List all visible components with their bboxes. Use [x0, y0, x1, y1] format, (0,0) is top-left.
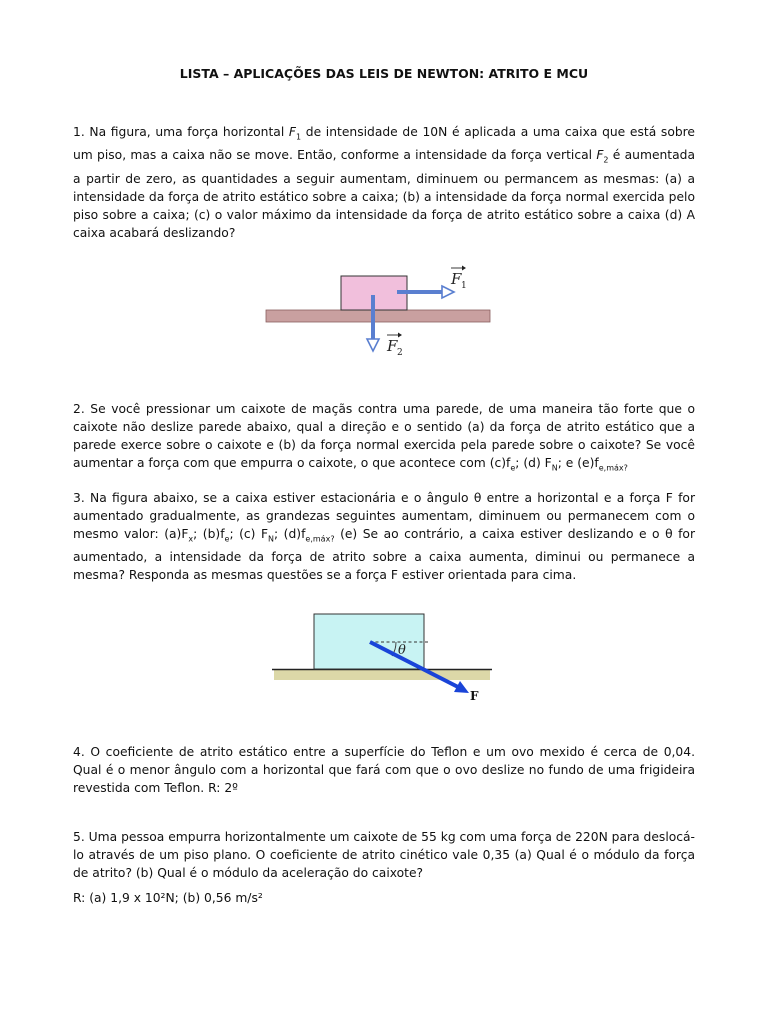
q3-text-part3: ; (c) F: [229, 527, 269, 541]
question-1: [73, 123, 695, 242]
q2-text-part2: ; (d) F: [515, 456, 552, 470]
force-f-label: F: [470, 689, 479, 703]
q3-text-part5: (e) Se ao contrário, a caixa estiver deslizando e o θ for aumentado, a intensidade da força de atrito sobre a caixa aumenta, diminui ou permanece a mesma? Responda as mesmas questões se a força F estiver orientada para cima.: [73, 527, 696, 583]
figure-box-forces: [262, 262, 502, 362]
q3-text-part4: ; (d)f: [274, 527, 306, 541]
svg-text:2: 2: [397, 348, 403, 358]
q2-sub-1: e: [510, 463, 516, 473]
q3-sub-3: N: [268, 534, 275, 544]
question-5: 5. Uma pessoa empurra horizontalmente um caixote de 55 kg com uma força de 220N para deslocá-lo através de um piso plano. O coeficiente de atrito cinético vale 0,35 (a) Qual é o módulo da força de atrito? (b) Qual é o módulo da aceleração do caixote?: [73, 830, 695, 880]
floor-1: [266, 310, 490, 322]
q1-text-part1: 1. Na figura, uma força horizontal: [73, 125, 289, 139]
q1-f1-subscript: 1: [296, 132, 302, 142]
label-f1: [450, 266, 467, 292]
q1-f2-symbol: F: [596, 148, 604, 163]
svg-text:F: F: [387, 337, 398, 355]
q2-sub-3: e,máx?: [598, 463, 628, 473]
question-3: [73, 489, 695, 584]
floor-2: [274, 670, 490, 680]
q3-sub-2: e: [224, 534, 230, 544]
q1-text-part2: de intensidade de 10N é aplicada a uma caixa que está sobre um piso, mas a caixa não se move. Então, conforme a intensidade da força vertical: [73, 125, 695, 163]
question-4: 4. O coeficiente de atrito estático entre a superfície do Teflon e um ovo mexido é cerca de 0,04. Qual é o menor ângulo com a horizontal que fará com que o ovo deslize no fundo de uma frigideira revestida com Teflon. R: 2º: [73, 745, 695, 795]
q3-sub-1: x: [188, 534, 194, 544]
figure-box-angled-force: [270, 608, 496, 704]
question-2: [73, 400, 695, 477]
q1-text-part3: é aumentada a partir de zero, as quantidades a seguir aumentam, diminuem ou permancem as mesmas: (a) a intensidade da força de atrito estático sobre a caixa; (b) a intensidade da força normal exercida pelo piso sobre a caixa; (c) o valor máximo da intensidade da força de atrito estático sobre a caixa (d) A caixa acabará deslizando?: [73, 148, 696, 240]
label-f2: [386, 333, 403, 359]
q2-sub-2: N: [551, 463, 558, 473]
q1-f2-subscript: 2: [603, 155, 609, 165]
page-title: LISTA – APLICAÇÕES DAS LEIS DE NEWTON: ATRITO E MCU: [179, 66, 589, 81]
theta-label: θ: [398, 643, 406, 658]
q3-text-part2: ; (b)f: [193, 527, 225, 541]
q2-text-part3: ; e (e)f: [557, 456, 599, 470]
q1-f1-symbol: F: [288, 125, 296, 139]
answer-5: R: (a) 1,9 x 10²N; (b) 0,56 m/s²: [73, 891, 263, 905]
svg-text:F: F: [451, 270, 462, 288]
svg-text:1: 1: [461, 281, 467, 291]
q3-sub-4: e,máx?: [305, 534, 335, 544]
q2-text-part1: 2. Se você pressionar um caixote de maçãs contra uma parede, de uma maneira tão forte que o caixote não deslize parede abaixo, qual a direção e o sentido (a) da força de atrito estático que a parede exerce sobre o caixote e (b) da força normal exercida pela parede sobre o caixote? Se você aumentar a força com que empurra o caixote, o que acontece com (c)f: [73, 402, 695, 470]
q3-text-part1: 3. Na figura abaixo, se a caixa estiver estacionária e o ângulo θ entre a horizontal e a força F for aumentado gradualmente, as grandezas seguintes aumentam, diminuem ou permanecem com o mesmo valor: (a)F: [73, 491, 695, 541]
